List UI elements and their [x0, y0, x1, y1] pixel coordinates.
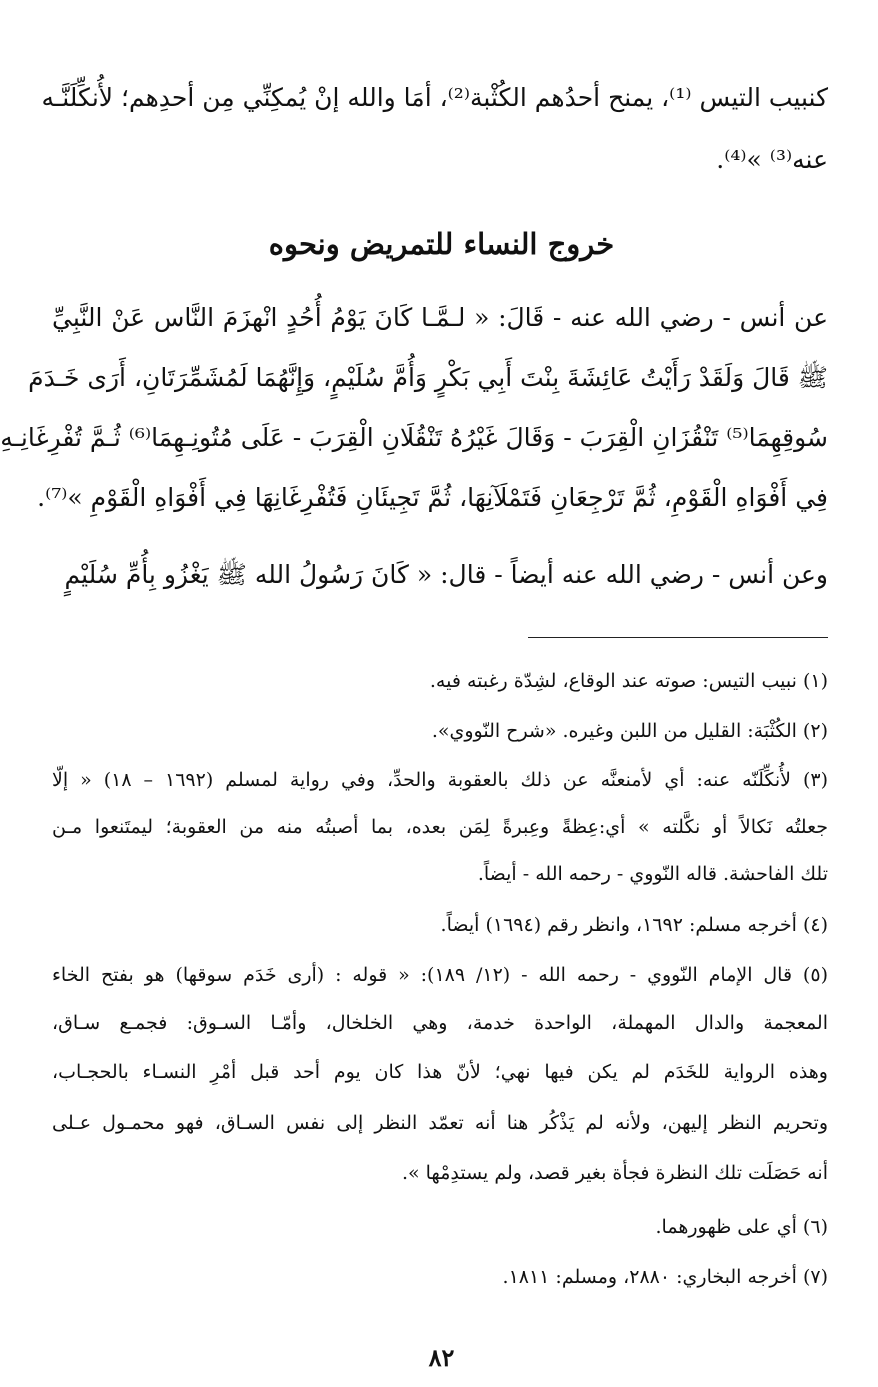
footnote-line: (٤) أخرجه مسلم: ١٦٩٢، وانظر رقم (١٦٩٤) أيضاً.	[440, 914, 828, 936]
body-text-line: عنه⁽³⁾ »⁽⁴⁾.	[716, 145, 828, 174]
section-heading: خروج النساء للتمريض ونحوه	[268, 227, 615, 261]
footnote-line: جعلتُه نَكالاً أو نكَّلته » أي:عِظةً وعِبرةً لِمَن بعده، بما أصبتُه منه من العقوبة؛ ليمتَنعوا مـن	[52, 816, 828, 838]
footnote-line: وتحريم النظر إليهن، ولأنه لم يَذْكُر هنا أنه تعمّد النظر إلى نفس السـاق، فهو محمـول عـلى	[52, 1112, 828, 1134]
footnote-line: (٧) أخرجه البخاري: ٢٨٨٠، ومسلم: ١٨١١.	[502, 1266, 828, 1288]
footnote-line: وهذه الرواية للخَدَم لم يكن فيها نهي؛ لأنّ هذا كان يوم أحد قبل أمْرِ النسـاء بالحجـاب،	[52, 1061, 828, 1083]
body-text-line: فِي أَفْوَاهِ الْقَوْمِ، ثُمَّ تَرْجِعَانِ فَتَمْلَآنِهَا، ثُمَّ تَجِيئَانِ فَتُفْرِغَانِهَا فِي أَفْوَاهِ الْقَوْمِ »⁽⁷⁾.	[37, 483, 828, 512]
body-text-line: كنبيب التيس ⁽¹⁾، يمنح أحدُهم الكُثْبة⁽²⁾، أمَا والله إنْ يُمكِنِّي مِن أحدِهم؛ لأُنكِّلَنَّـه	[41, 83, 828, 112]
footnote-separator	[528, 637, 828, 638]
body-text-line: وعن أنس - رضي الله عنه أيضاً - قال: « كَانَ رَسُولُ الله ﷺ يَغْزُو بِأُمِّ سُلَيْمٍ	[64, 560, 828, 589]
footnote-line: (٣) لأُنكِّلَنّه عنه: أي لأمنعنَّه عن ذلك بالعقوبة والحدِّ، وفي رواية لمسلم (١٦٩٢ – ١٨) « إلّا	[52, 769, 829, 791]
body-text-line: عن أنس - رضي الله عنه - قَالَ: « لـمَّـا كَانَ يَوْمُ أُحُدٍ انْهزَمَ النَّاس عَنْ النَّبِيِّ	[52, 303, 828, 332]
footnote-line: المعجمة والدال المهملة، الواحدة خدمة، وهي الخلخال، وأمّـا السـوق: فجمـع سـاق،	[52, 1012, 828, 1034]
footnote-line: أنه حَصَلَت تلك النظرة فجأة بغير قصد، ولم يستدِمْها ».	[401, 1162, 828, 1184]
footnote-line: (٦) أي على ظهورهما.	[655, 1216, 828, 1238]
footnote-line: تلك الفاحشة. قاله النّووي - رحمه الله - أيضاً.	[477, 863, 828, 885]
body-text-line: سُوقِهِمَا⁽⁵⁾ تَنْقُزَانِ الْقِرَبَ - وَقَالَ غَيْرُهُ تَنْقُلَانِ الْقِرَبَ - عَلَى مُتُونِـهِمَا⁽⁶⁾ ثُـمَّ تُفْرِغَانِـهِ	[0, 423, 828, 452]
footnote-line: (٢) الكُثْبَة: القليل من اللبن وغيره. «شرح النّووي».	[431, 720, 828, 742]
footnote-line: (١) نبيب التيس: صوته عند الوقاع، لشِدّة رغبته فيه.	[429, 670, 828, 692]
page-number: ٨٢	[428, 1343, 455, 1372]
footnote-line: (٥) قال الإمام النّووي - رحمه الله - (١٢/ ١٨٩): « قوله : (أرى خَدَم سوقها) هو بفتح الخاء	[52, 964, 828, 986]
body-text-line: ﷺ قَالَ وَلَقَدْ رَأَيْتُ عَائِشَةَ بِنْتَ أَبِي بَكْرٍ وَأُمَّ سُلَيْمٍ، وَإِنَّهُمَا لَمُشَمِّرَتَانِ، أَرَى خَـدَمَ	[28, 363, 828, 392]
